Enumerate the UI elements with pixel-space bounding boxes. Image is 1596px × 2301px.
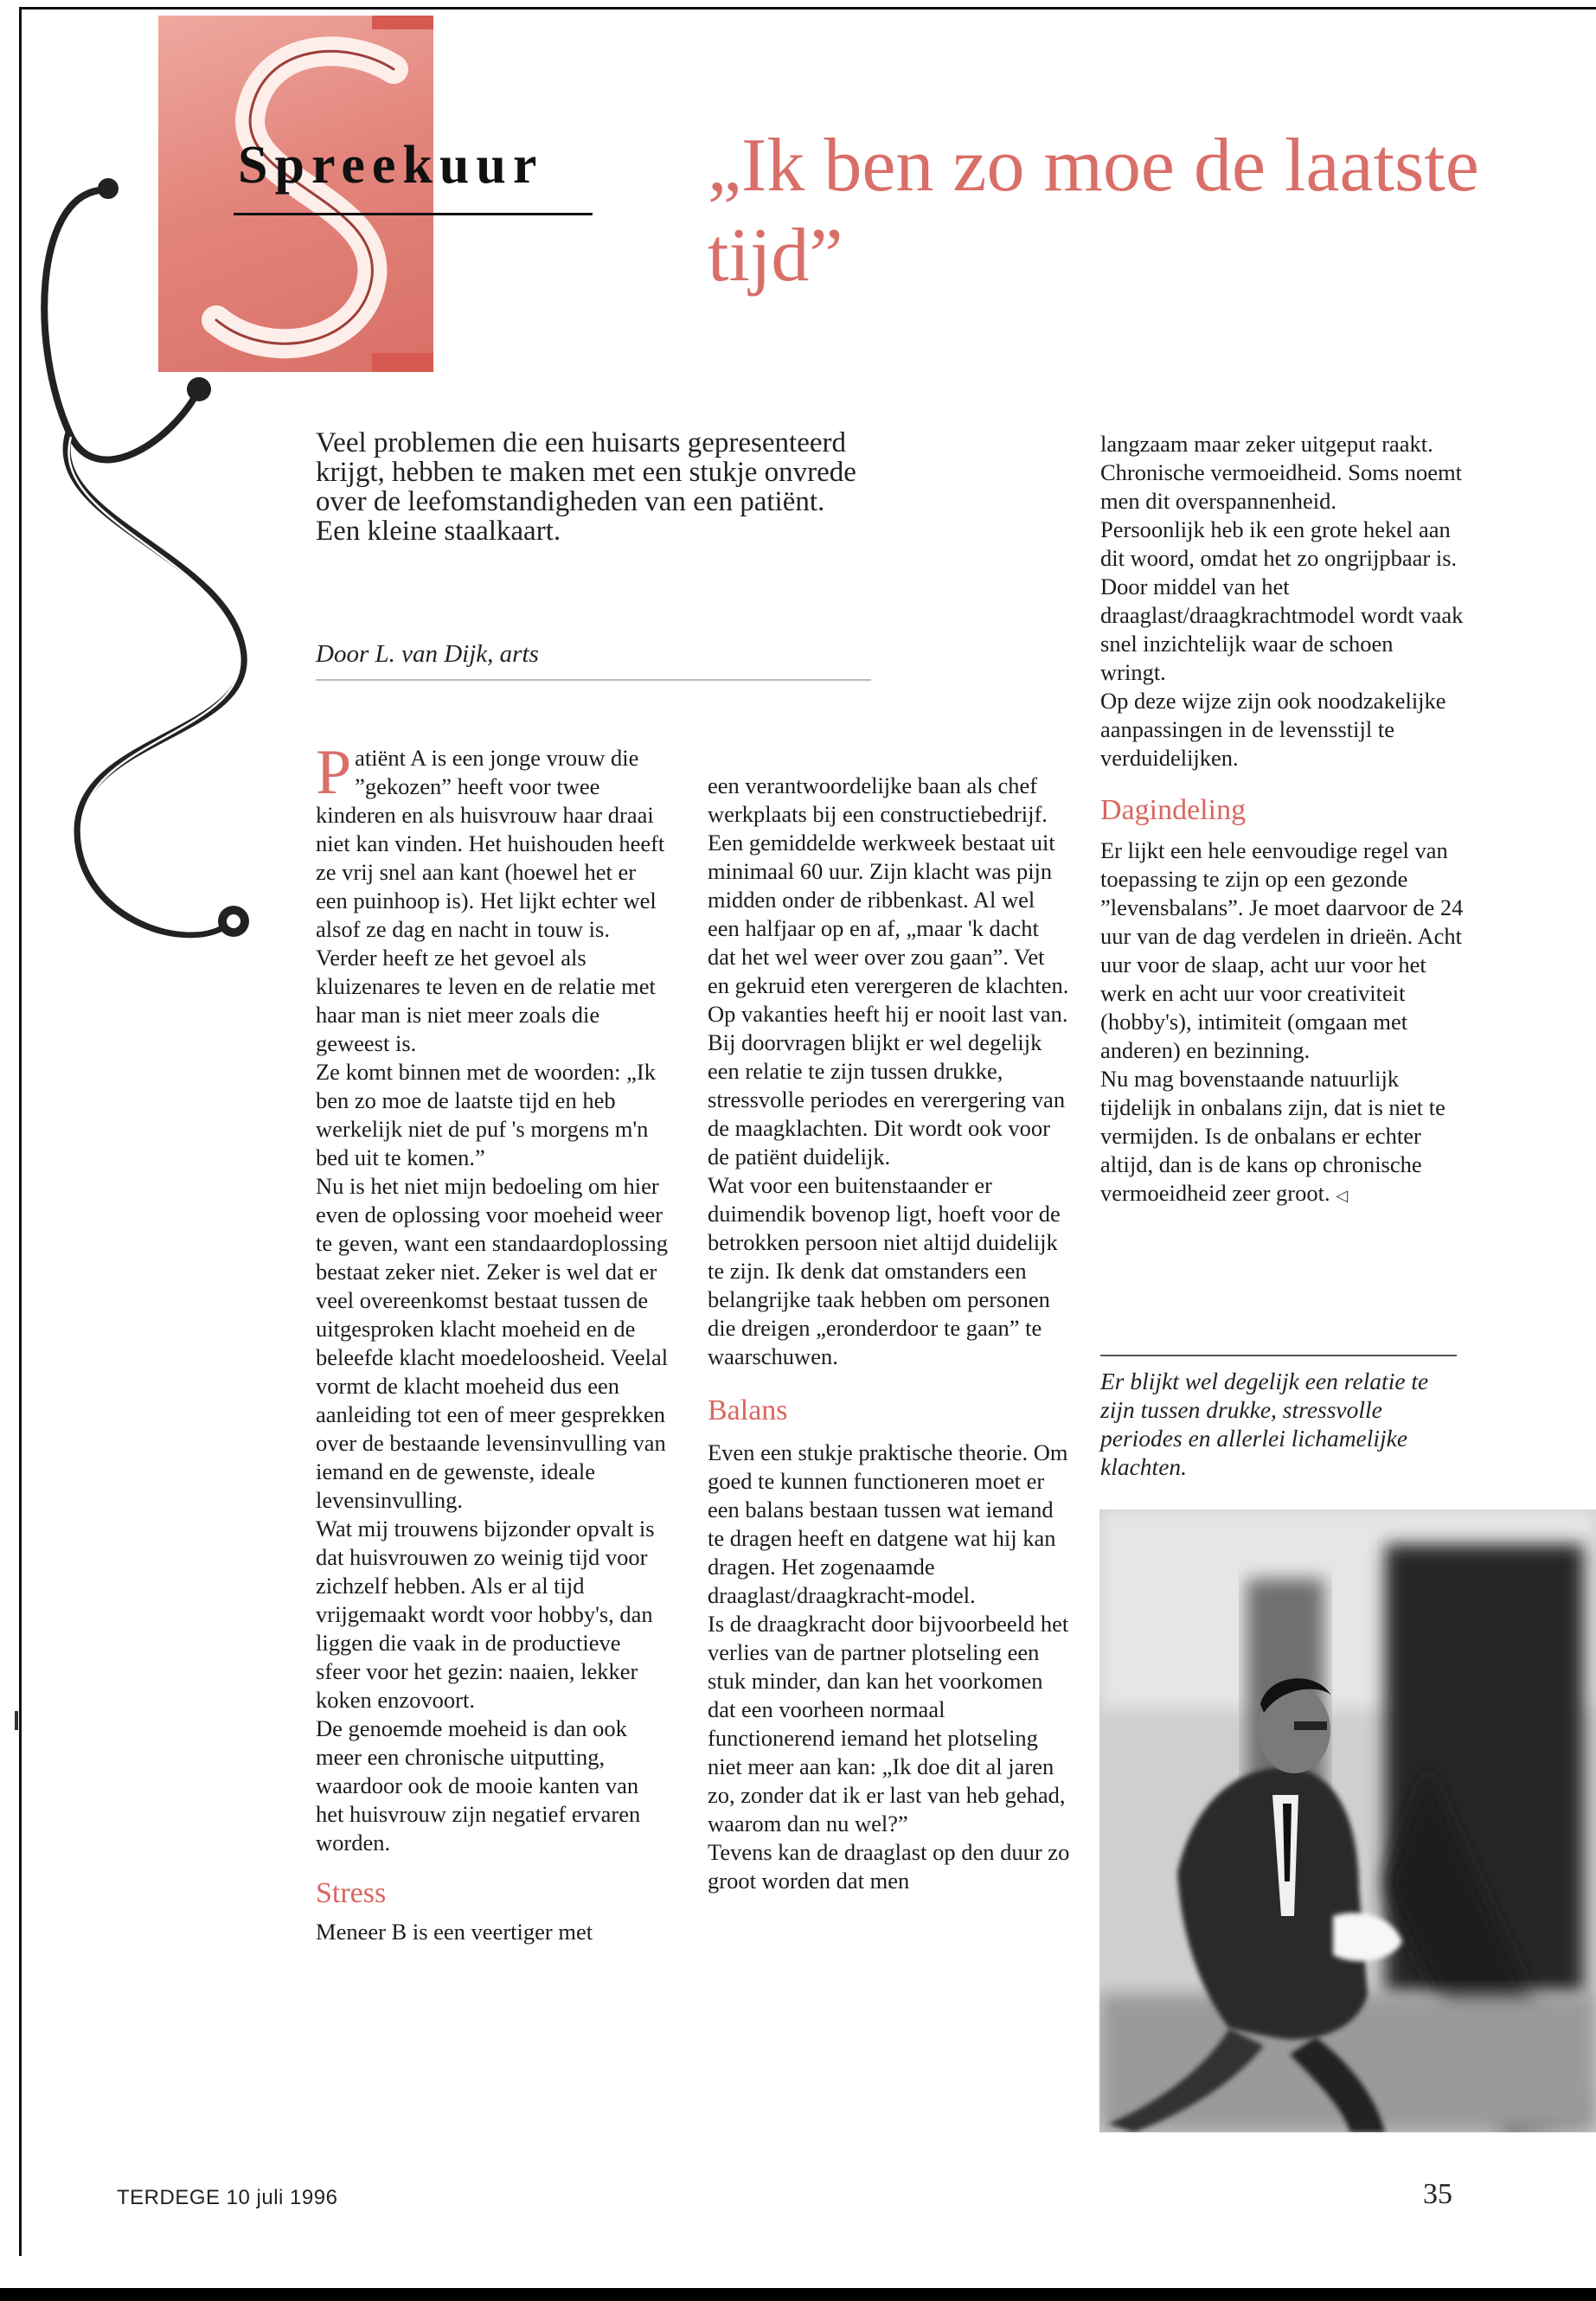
column-2 xyxy=(708,772,1071,1895)
column-1 xyxy=(316,737,670,1946)
col1-paragraph-2: Ze komt binnen met de woorden: „Ik ben zo moe de laatste tijd en heb werkelijk niet de puf 's morgens m'n bed uit te komen.” xyxy=(316,1059,656,1170)
col1-paragraph-4: Wat mij trouwens bijzonder opvalt is dat huisvrouwen zo weinig tijd voor zichzelf hebben. Als er al tijd vrijgemaakt wordt voor hobby's, dan liggen die vaak in de productieve sfeer voor het gezin: naaien, lekker koken enzovoort. xyxy=(316,1516,655,1713)
col2-paragraph-3: Wat voor een buitenstaander er duimendik bovenop ligt, hoeft voor de betrokken persoon niet altijd duidelijk te zijn. Ik denk dat omstanders een belangrijke taak hebben om personen die dreigen „eronderdoor te gaan” te waarschuwen. xyxy=(708,1172,1061,1369)
pullquote-divider xyxy=(1100,1355,1457,1356)
col2-paragraph-4: Even een stukje praktische theorie. Om goed te kunnen functioneren moet er een balans bestaan tussen wat iemand te dragen heeft en datgene wat hij kan dragen. Het zogenaamde draaglast/draagkracht-model. xyxy=(708,1439,1068,1608)
subhead-balans: Balans xyxy=(708,1394,788,1426)
article-headline: „Ik ben zo moe de laatste tijd” xyxy=(708,124,1479,298)
rubric-underline xyxy=(234,213,593,215)
col3-paragraph-3: Op deze wijze zijn ook noodzakelijke aanpassingen in de levensstijl te verduidelijken. xyxy=(1100,688,1446,771)
running-man-photo xyxy=(1099,1509,1596,2132)
top-border xyxy=(19,7,1596,10)
pull-quote: Er blijkt wel degelijk een relatie te zijn tussen drukke, stressvolle periodes en allerlei lichamelijke klachten. xyxy=(1100,1368,1429,1480)
margin-mark xyxy=(15,1711,18,1730)
col2-paragraph-5: Is de draagkracht door bijvoorbeeld het verlies van de partner plotseling een stuk minder, dan kan het voorkomen dat een voorheen normaal functionerend iemand het plotseling niet meer aan kan: „Ik doe dit al jaren zo, zonder dat ik er last van heb gehad, waarom dan nu wel?” xyxy=(708,1611,1069,1836)
col3-paragraph-5: Nu mag bovenstaande natuurlijk tijdelijk in onbalans zijn, dat is niet te vermijden. Is de onbalans er echter altijd, dan is de kans op chronische vermoeidheid zeer groot. xyxy=(1100,1066,1445,1206)
col1-paragraph-5: De genoemde moeheid is dan ook meer een chronische uitputting, waardoor ook de mooie kanten van het huisvrouw zijn negatief ervaren worden. xyxy=(316,1715,641,1856)
col1-paragraph-6: Meneer B is een veertiger met xyxy=(316,1919,593,1945)
byline-divider xyxy=(316,679,871,681)
drop-cap: P xyxy=(316,737,352,808)
stethoscope-icon xyxy=(26,173,285,1038)
article-intro: Veel problemen die een huisarts gepresenteerd krijgt, hebben te maken met een stukje onvrede over de leefomstandigheden van een patiënt. Een kleine staalkaart. xyxy=(316,427,856,547)
col3-paragraph-1: langzaam maar zeker uitgeput raakt. Chronische vermoeidheid. Soms noemt men dit overspannenheid. xyxy=(1100,431,1463,514)
col3-paragraph-4: Er lijkt een hele eenvoudige regel van toepassing te zijn op een gezonde ”levensbalans”. Je moet daarvoor de 24 uur van de dag verdelen in drieën. Acht uur voor de slaap, acht uur voor het werk en acht uur voor creativiteit (hobby's), intimiteit (omgaan met anderen) en bezinning. xyxy=(1100,837,1464,1063)
footer-publication: TERDEGE 10 juli 1996 xyxy=(117,2186,338,2209)
left-border xyxy=(19,7,22,2256)
col2-paragraph-6: Tevens kan de draaglast op den duur zo groot worden dat men xyxy=(708,1839,1070,1894)
col1-paragraph-3: Nu is het niet mijn bedoeling om hier even de oplossing voor moeheid weer te geven, want een standaardoplossing bestaat zeker niet. Zeker is wel dat er veel overeenkomst bestaat tussen de uitgesproken klacht moeheid en de beleefde klacht moedeloosheid. Veelal vormt de klacht moeheid dus een aanleiding tot een of meer gesprekken over de bestaande levensinvulling van iemand en de gewenste, ideale levensinvulling. xyxy=(316,1173,669,1513)
byline: Door L. van Dijk, arts xyxy=(316,640,539,668)
subhead-dagindeling: Dagindeling xyxy=(1100,794,1247,826)
rubric-title: Spreekuur xyxy=(238,136,544,195)
col1-paragraph-1: atiënt A is een jonge vrouw die ”gekozen” heeft voor twee kinderen en als huisvrouw haar draai niet kan vinden. Het huishouden heeft ze vrij snel aan kant (hoewel het er een puinhoop is). Het lijkt echter wel alsof ze dag en nacht in touw is. Verder heeft ze het gevoel als kluizenares te leven en de relatie met haar man is niet meer zoals die geweest is. xyxy=(316,745,665,1056)
col3-paragraph-2: Persoonlijk heb ik een grote hekel aan dit woord, omdat het zo ongrijpbaar is. Door middel van het draaglast/draagkrachtmodel wordt vaak snel inzichtelijk waar de schoen wringt. xyxy=(1100,516,1464,685)
col2-paragraph-1: een verantwoordelijke baan als chef werkplaats bij een constructiebedrijf. Een gemiddelde werkweek bestaat uit minimaal 60 uur. Zijn klacht was pijn midden onder de ribbenkast. Al wel een halfjaar op en af, „maar 'k dacht dat het wel weer over zou gaan”. Vet en gekruid eten verergeren de klachten. Op vakanties heeft hij er nooit last van. xyxy=(708,772,1069,1027)
rubric-tab-top xyxy=(372,16,433,29)
end-mark-icon: ◁ xyxy=(1336,1187,1349,1204)
photo-illustration xyxy=(1099,1509,1596,2132)
column-3 xyxy=(1100,430,1464,1210)
page-number: 35 xyxy=(1423,2178,1452,2210)
subhead-stress: Stress xyxy=(316,1877,387,1909)
col2-paragraph-2: Bij doorvragen blijkt er wel degelijk een relatie te zijn tussen drukke, stressvolle periodes en verergering van de maagklachten. Dit wordt ook voor de patiënt duidelijk. xyxy=(708,1029,1066,1170)
